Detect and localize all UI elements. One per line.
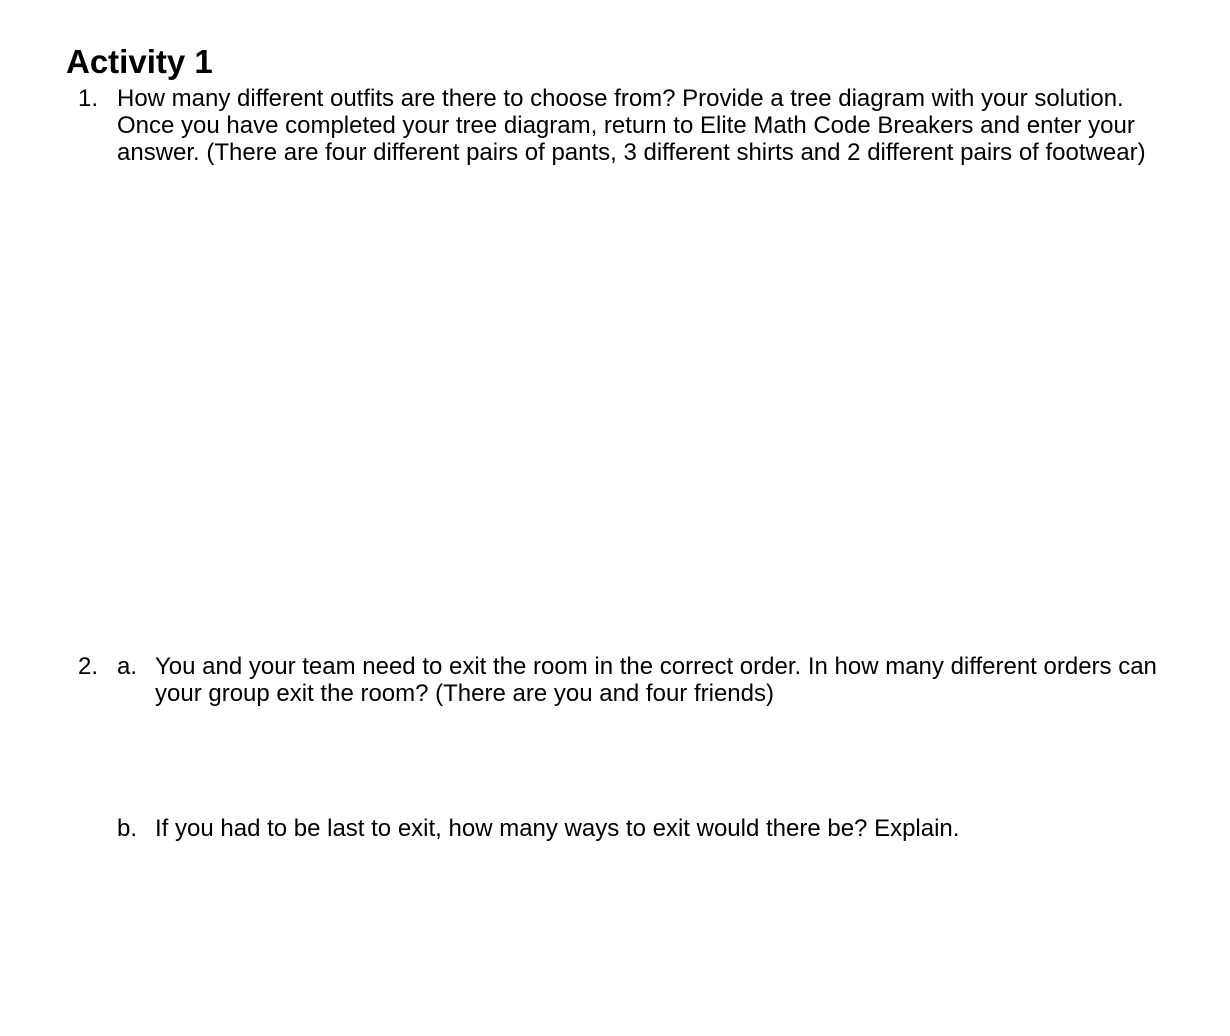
question-2b-text: [155, 815, 959, 842]
question-2-number: 2.: [78, 653, 99, 680]
question-2a-text: [155, 653, 1157, 707]
question-2a-line-2: your group exit the room? (There are you and four friends): [155, 680, 774, 707]
question-1-number: 1.: [78, 85, 99, 112]
activity-title: Activity 1: [66, 43, 213, 80]
question-1-line-1: How many different outfits are there to choose from? Provide a tree diagram with your solution.: [117, 85, 1124, 112]
question-1-line-3: answer. (There are four different pairs of pants, 3 different shirts and 2 different pairs of footwear): [117, 139, 1146, 166]
question-2a-letter: a.: [117, 653, 138, 680]
question-2b-letter: b.: [117, 815, 138, 842]
question-2b-line-1: If you had to be last to exit, how many ways to exit would there be? Explain.: [155, 815, 960, 842]
question-2a-line-1: You and your team need to exit the room in the correct order. In how many different orders can: [155, 653, 1157, 680]
question-1-line-2: Once you have completed your tree diagram, return to Elite Math Code Breakers and enter your: [117, 112, 1135, 139]
question-1-text: [117, 85, 1146, 166]
